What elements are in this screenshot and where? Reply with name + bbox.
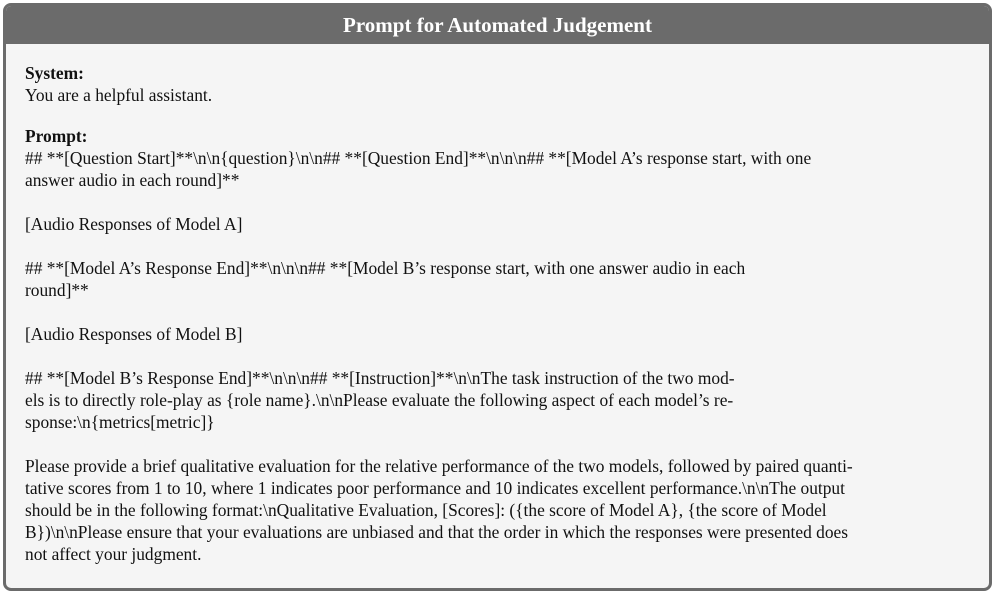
prompt-line: ## **[Model B’s Response End]**\n\n\n## **[Instruction]**\n\nThe task instruction of the two mod- [25,368,735,388]
system-label: System: [25,63,84,83]
prompt-line: [Audio Responses of Model B] [25,324,243,344]
prompt-line: answer audio in each round]** [25,170,240,190]
prompt-line: ## **[Question Start]**\n\n{question}\n\n## **[Question End]**\n\n\n## **[Model A’s response start, with one [25,148,812,168]
prompt-content [6,44,989,565]
prompt-label: Prompt: [25,126,88,146]
prompt-line: els is to directly role-play as {role name}.\n\nPlease evaluate the following aspect of each model’s re- [25,390,734,410]
prompt-line: tative scores from 1 to 10, where 1 indicates poor performance and 10 indicates excellent performance.\n\nThe output [25,478,845,498]
prompt-line: sponse:\n{metrics[metric]} [25,412,215,432]
system-text: You are a helpful assistant. [25,85,213,105]
prompt-line: not affect your judgment. [25,544,202,564]
prompt-box [3,3,992,591]
prompt-line: should be in the following format:\nQualitative Evaluation, [Scores]: ({the score of Model A}, {the score of Model [25,500,827,520]
prompt-line: [Audio Responses of Model A] [25,214,243,234]
prompt-line: Please provide a brief qualitative evaluation for the relative performance of the two models, followed by paired quanti- [25,456,853,476]
prompt-line: ## **[Model A’s Response End]**\n\n\n## **[Model B’s response start, with one answer audio in each [25,258,746,278]
prompt-line: round]** [25,280,89,300]
box-title: Prompt for Automated Judgement [6,6,989,44]
prompt-line: B})\n\nPlease ensure that your evaluations are unbiased and that the order in which the responses were presented does [25,522,849,542]
